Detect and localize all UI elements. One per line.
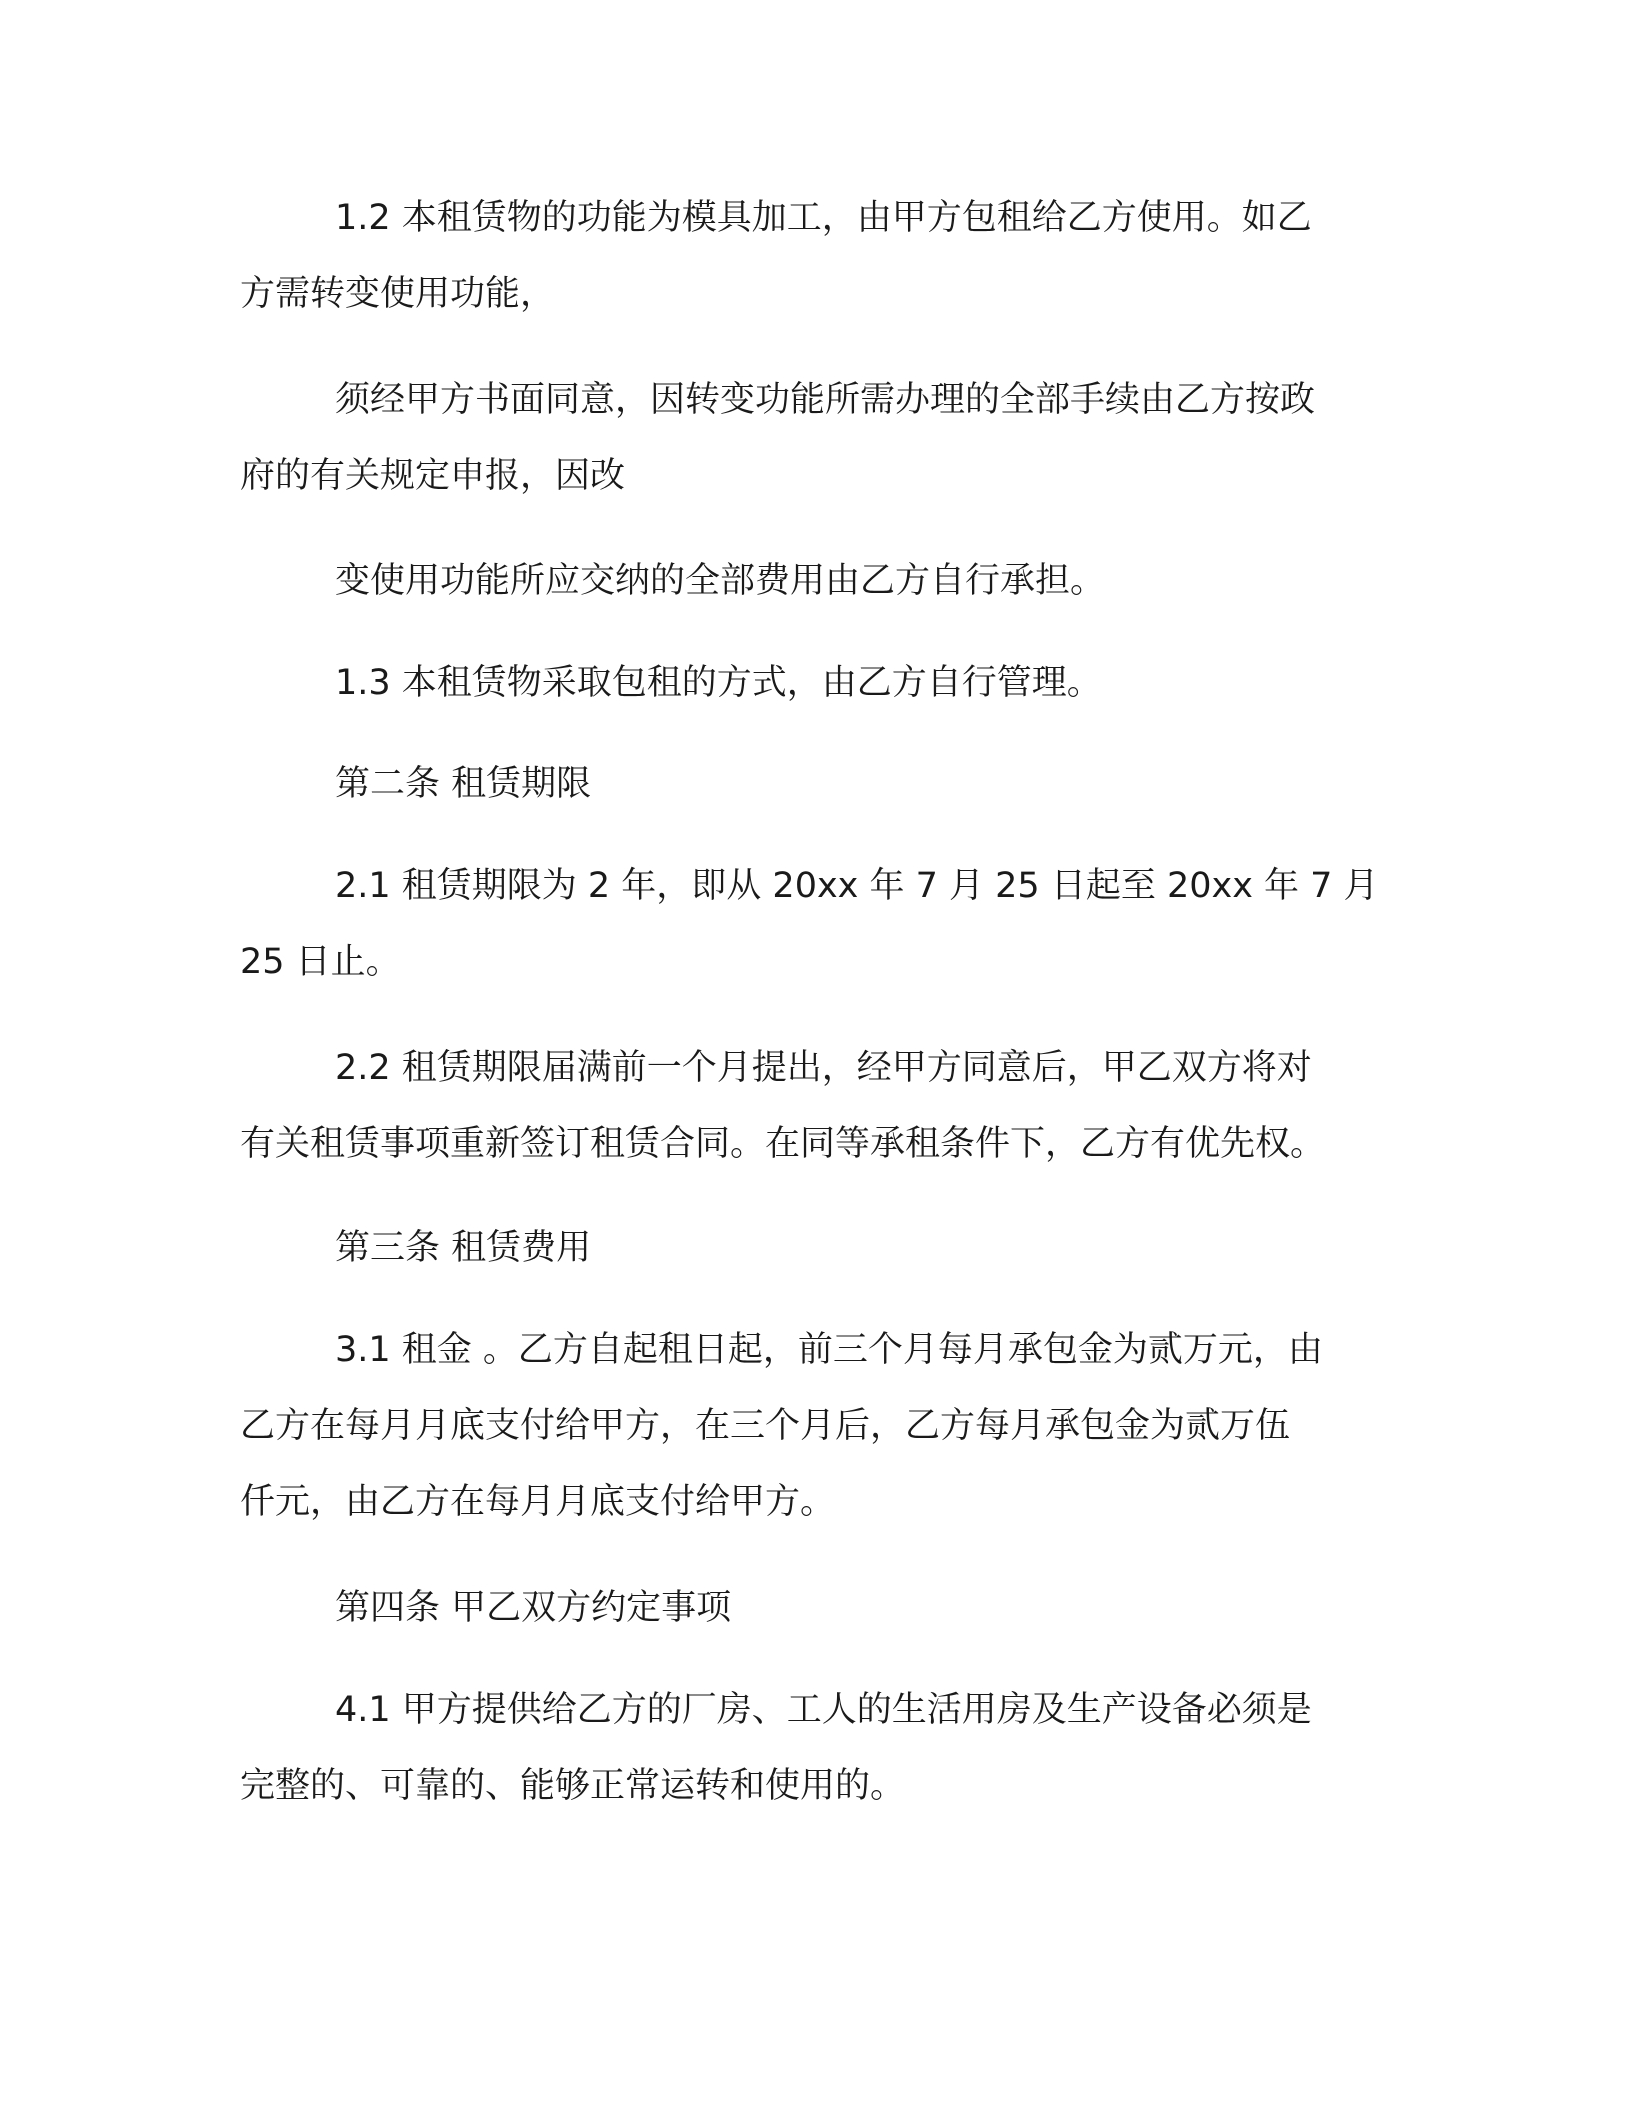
paragraph-line: 乙方在每月月底支付给甲方，在三个月后，乙方每月承包金为贰万伍 (240, 1406, 1291, 1446)
paragraph-approval (240, 362, 1390, 514)
paragraph-line: 须经甲方书面同意，因转变功能所需办理的全部手续由乙方按政 (335, 380, 1316, 420)
paragraph-line: 2.1 租赁期限为 2 年，即从 20xx 年 7 月 25 日起至 20xx 年 7 月 (335, 866, 1379, 906)
paragraph-line: 4.1 甲方提供给乙方的厂房、工人的生活用房及生产设备必须是 (335, 1690, 1312, 1730)
paragraph-1-2 (240, 180, 1390, 332)
paragraph-2-1 (240, 848, 1390, 1000)
section-heading-2 (240, 746, 1390, 822)
section-heading-4 (240, 1570, 1390, 1646)
paragraph-line: 有关租赁事项重新签订租赁合同。在同等承租条件下，乙方有优先权。 (240, 1124, 1326, 1164)
paragraph-line: 1.3 本租赁物采取包租的方式，由乙方自行管理。 (335, 663, 1102, 703)
paragraph-2-2 (240, 1030, 1390, 1182)
section-heading-3 (240, 1210, 1390, 1286)
paragraph-line: 方需转变使用功能， (240, 274, 556, 314)
paragraph-line: 府的有关规定申报，因改 (240, 456, 626, 496)
paragraph-3-1 (240, 1312, 1390, 1540)
section-heading: 第四条 甲乙双方约定事项 (335, 1588, 732, 1628)
section-heading: 第三条 租赁费用 (335, 1228, 592, 1268)
paragraph-line: 完整的、可靠的、能够正常运转和使用的。 (240, 1766, 906, 1806)
paragraph-1-3 (240, 645, 1390, 721)
paragraph-line: 仟元，由乙方在每月月底支付给甲方。 (240, 1482, 836, 1522)
paragraph-line: 25 日止。 (240, 942, 401, 982)
section-heading: 第二条 租赁期限 (335, 764, 592, 804)
paragraph-line: 变使用功能所应交纳的全部费用由乙方自行承担。 (335, 561, 1106, 601)
paragraph-line: 1.2 本租赁物的功能为模具加工，由甲方包租给乙方使用。如乙 (335, 198, 1312, 238)
paragraph-line: 3.1 租金 。乙方自起租日起，前三个月每月承包金为贰万元，由 (335, 1330, 1323, 1370)
paragraph-fees (240, 543, 1390, 619)
paragraph-line: 2.2 租赁期限届满前一个月提出，经甲方同意后，甲乙双方将对 (335, 1048, 1312, 1088)
paragraph-4-1 (240, 1672, 1390, 1824)
